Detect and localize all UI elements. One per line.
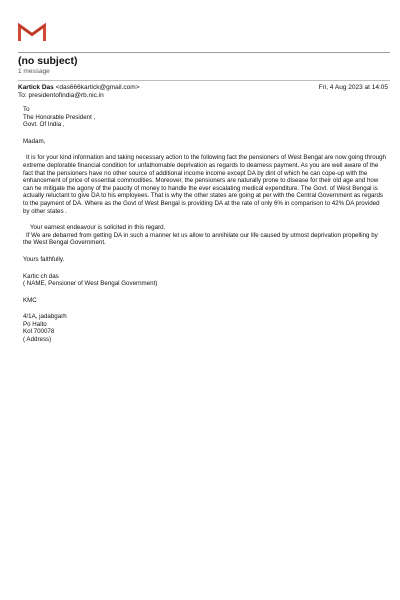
recipient-line: To: presidentofindia@rb.nic.in bbox=[18, 92, 104, 99]
letter-body bbox=[23, 106, 387, 344]
paragraph-main: It is for your kind information and taking necessary action to the following fact the pensioners of West Bengal are now going through extreme deplorable financial condition for unfathomable deprivation as regards to dearness payment. As you are well aware of the fact that the pensioners have no other source of additional income income except DA by dint of which he can cope-up with the enhancement of price of essential commodities. Moreover, the pensioners are naturally prone to disease for their old age and how can he mitigate the agony of the paucity of money to handle the ever escalating medical expenditure. The Govt. of West Bengal is actually reluctant to give DA to his employees. That is why the other states are going at per with the Central Government as regards to the payment of DA. Where as the Govt of West Bengal is providing DA at the rate of only 6% in comparison to 42% DA provided by other states . bbox=[23, 154, 386, 215]
gmail-logo-icon bbox=[18, 22, 46, 42]
addressee-line-2: Govt. Of India , bbox=[23, 121, 65, 129]
header-divider bbox=[18, 52, 390, 53]
address-line-1: 4/1A, jadabgarh bbox=[23, 313, 67, 321]
salutation: Madam, bbox=[23, 137, 46, 145]
signature-name: Kartic ch das bbox=[23, 272, 59, 280]
paragraph-request: Your earnest endeavour is solicited in this regard. bbox=[30, 224, 166, 232]
signature-title: ( NAME, Pensioner of West Bengal Government) bbox=[23, 280, 158, 288]
closing: Yours faithfully. bbox=[23, 255, 65, 263]
email-subject: (no subject) bbox=[18, 55, 78, 67]
address-line-4: ( Address) bbox=[23, 336, 52, 344]
address-line-3: Kol 700078 bbox=[23, 328, 55, 336]
sender-email[interactable]: <das666kartick@gmail.com> bbox=[55, 84, 140, 91]
organization: KMC bbox=[23, 296, 37, 304]
sender-line bbox=[18, 84, 140, 91]
address-line-2: Po Halto bbox=[23, 320, 47, 328]
subject-divider bbox=[18, 80, 390, 81]
email-date: Fri, 4 Aug 2023 at 14:05 bbox=[318, 84, 388, 91]
message-count: 1 message bbox=[18, 68, 50, 75]
paragraph-appeal: If We are debarred from getting DA in such a manner let us allow to annihilate our life caused by utmost deprivation propelling by the West Bengal Government. bbox=[23, 231, 378, 247]
letter-to: To bbox=[23, 106, 30, 113]
addressee-line-1: The Honorable President , bbox=[23, 113, 96, 121]
sender-name: Kartick Das bbox=[18, 84, 54, 91]
